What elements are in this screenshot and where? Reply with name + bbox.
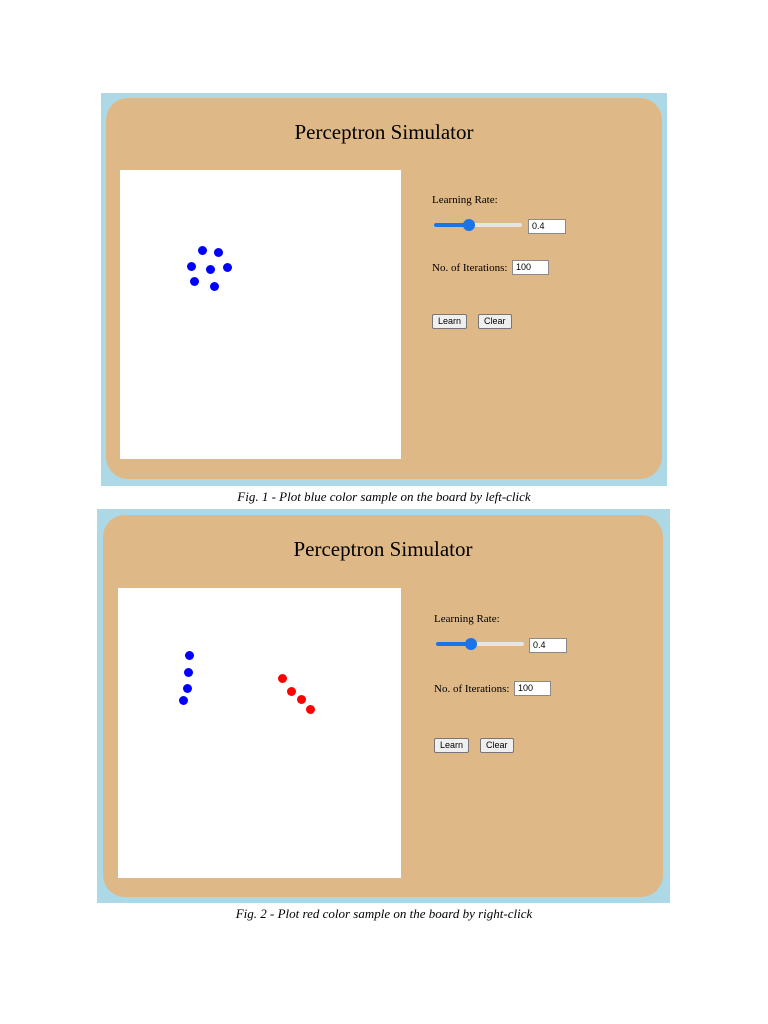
clear-button[interactable]: Clear [478, 314, 512, 329]
blue-sample-point [183, 684, 192, 693]
slider-thumb[interactable] [463, 219, 475, 231]
blue-sample-point [187, 262, 196, 271]
blue-sample-point [210, 282, 219, 291]
learning-rate-label: Learning Rate: [432, 194, 498, 206]
clear-button[interactable]: Clear [480, 738, 514, 753]
blue-sample-point [223, 263, 232, 272]
red-sample-point [306, 705, 315, 714]
blue-sample-point [179, 696, 188, 705]
figure-1-screenshot [101, 93, 667, 486]
blue-sample-point [198, 246, 207, 255]
learning-rate-slider[interactable] [436, 637, 524, 651]
learn-button[interactable]: Learn [432, 314, 467, 329]
learning-rate-input[interactable]: 0.4 [529, 638, 567, 653]
learning-rate-slider[interactable] [434, 218, 522, 232]
learning-rate-label: Learning Rate: [434, 613, 500, 625]
red-sample-point [297, 695, 306, 704]
sample-board[interactable] [120, 170, 401, 459]
blue-sample-point [206, 265, 215, 274]
sample-board[interactable] [118, 588, 401, 878]
figure-2-caption: Fig. 2 - Plot red color sample on the board by right-click [235, 906, 533, 921]
blue-sample-point [190, 277, 199, 286]
slider-thumb[interactable] [465, 638, 477, 650]
iterations-input[interactable]: 100 [512, 260, 549, 275]
red-sample-point [287, 687, 296, 696]
app-title: Perceptron Simulator [294, 120, 474, 144]
blue-sample-point [184, 668, 193, 677]
simulator-panel [106, 98, 662, 479]
blue-sample-point [185, 651, 194, 660]
iterations-label: No. of Iterations: [434, 683, 510, 695]
controls-panel [432, 194, 632, 344]
figure-1-caption: Fig. 1 - Plot blue color sample on the board by left-click [237, 489, 531, 504]
learning-rate-input[interactable]: 0.4 [528, 219, 566, 234]
blue-sample-point [214, 248, 223, 257]
iterations-input[interactable]: 100 [514, 681, 551, 696]
simulator-panel [103, 515, 663, 897]
figure-2-screenshot [97, 509, 670, 903]
red-sample-point [278, 674, 287, 683]
iterations-label: No. of Iterations: [432, 262, 508, 274]
controls-panel [434, 613, 634, 763]
learn-button[interactable]: Learn [434, 738, 469, 753]
app-title: Perceptron Simulator [293, 537, 473, 561]
